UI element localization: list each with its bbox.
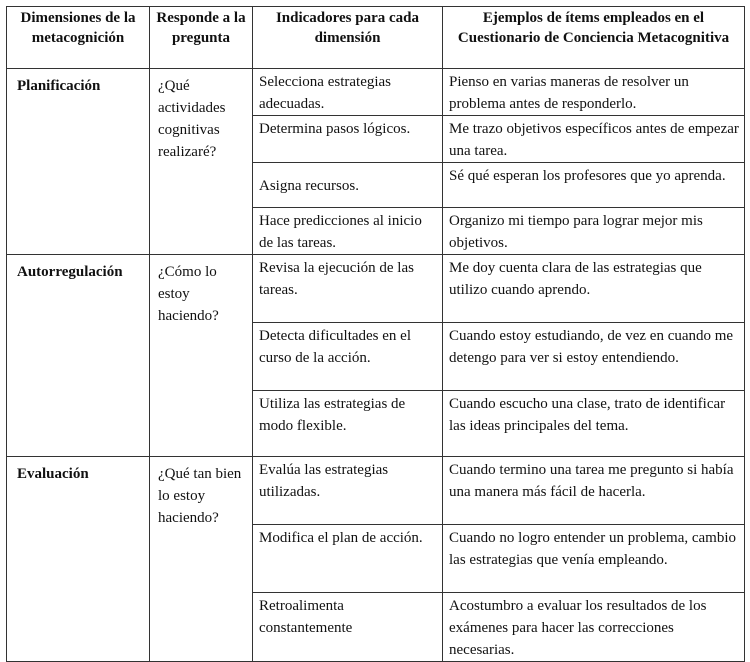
header-question: Responde a la pregunta	[150, 7, 253, 69]
example-cell: Acostumbro a evaluar los resultados de los exámenes para hacer las correcciones necesarias.	[443, 593, 745, 662]
indicator-cell: Selecciona estrategias adecuadas.	[253, 69, 443, 116]
header-row	[7, 7, 745, 69]
table-row	[7, 69, 745, 116]
example-cell: Me doy cuenta clara de las estrategias que utilizo cuando aprendo.	[443, 255, 745, 323]
dimension-cell: Planificación	[7, 69, 150, 255]
indicator-cell: Retroalimenta constantemente	[253, 593, 443, 662]
header-dimension: Dimensiones de la metacognición	[7, 7, 150, 69]
indicator-cell: Determina pasos lógicos.	[253, 116, 443, 163]
header-indicators: Indicadores para cada dimensión	[253, 7, 443, 69]
example-cell: Pienso en varias maneras de resolver un problema antes de responderlo.	[443, 69, 745, 116]
question-cell: ¿Qué tan bien lo estoy haciendo?	[150, 457, 253, 662]
question-cell: ¿Cómo lo estoy haciendo?	[150, 255, 253, 457]
table-row	[7, 255, 745, 323]
table-row	[7, 457, 745, 525]
dimension-cell: Autorregulación	[7, 255, 150, 457]
example-cell: Me trazo objetivos específicos antes de empezar una tarea.	[443, 116, 745, 163]
indicator-cell: Utiliza las estrategias de modo flexible.	[253, 391, 443, 457]
indicator-cell: Hace predicciones al inicio de las tareas.	[253, 208, 443, 255]
indicator-cell: Modifica el plan de acción.	[253, 525, 443, 593]
metacognition-table	[6, 6, 745, 662]
example-cell: Cuando termino una tarea me pregunto si había una manera más fácil de hacerla.	[443, 457, 745, 525]
indicator-cell: Revisa la ejecución de las tareas.	[253, 255, 443, 323]
example-cell: Cuando escucho una clase, trato de identificar las ideas principales del tema.	[443, 391, 745, 457]
header-examples: Ejemplos de ítems empleados en el Cuestionario de Conciencia Metacognitiva	[443, 7, 745, 69]
indicator-cell: Detecta dificultades en el curso de la acción.	[253, 323, 443, 391]
dimension-cell: Evaluación	[7, 457, 150, 662]
indicator-cell: Evalúa las estrategias utilizadas.	[253, 457, 443, 525]
example-cell: Sé qué esperan los profesores que yo aprenda.	[443, 163, 745, 208]
example-cell: Cuando estoy estudiando, de vez en cuando me detengo para ver si estoy entendiendo.	[443, 323, 745, 391]
question-cell: ¿Qué actividades cognitivas realizaré?	[150, 69, 253, 255]
example-cell: Cuando no logro entender un problema, cambio las estrategias que venía empleando.	[443, 525, 745, 593]
example-cell: Organizo mi tiempo para lograr mejor mis objetivos.	[443, 208, 745, 255]
indicator-cell: Asigna recursos.	[253, 163, 443, 208]
